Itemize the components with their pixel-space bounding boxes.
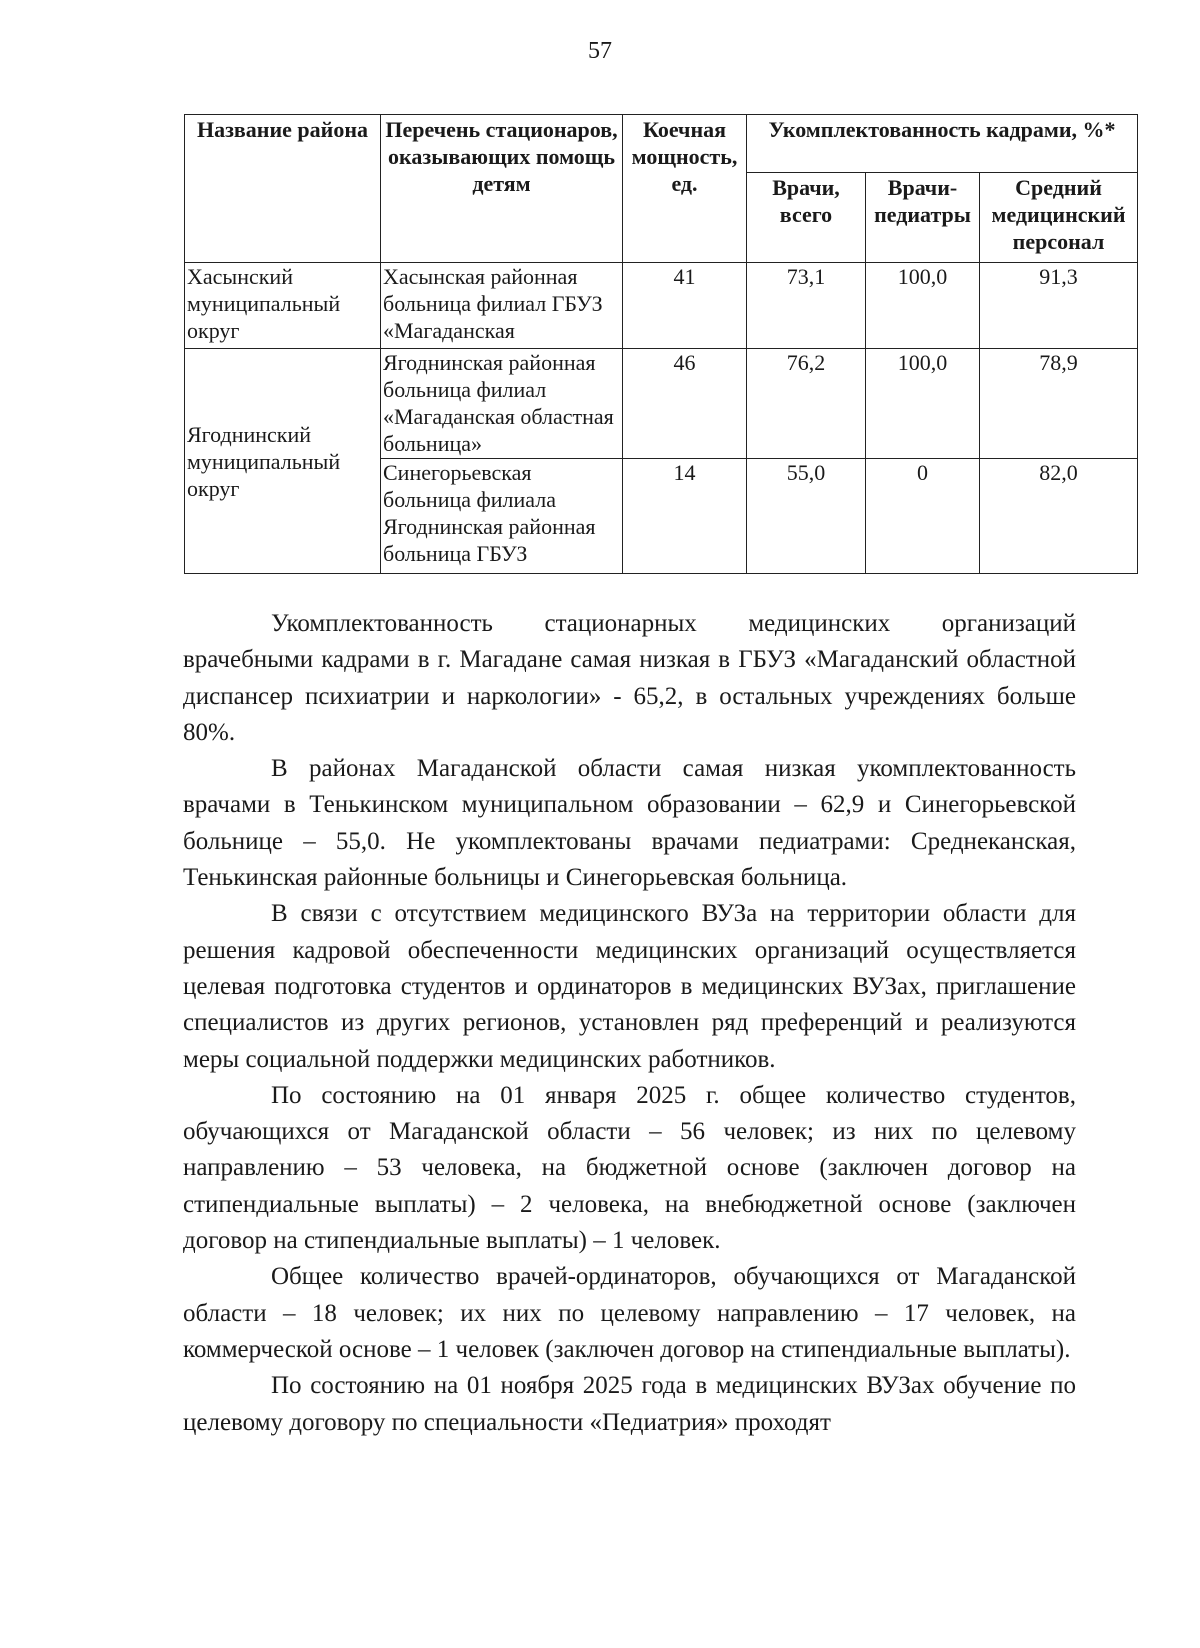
cell-beds: 14	[623, 459, 747, 574]
cell-hospital: Хасынская районная больница филиал ГБУЗ «Магаданская	[381, 263, 623, 349]
cell-beds: 46	[623, 349, 747, 459]
table-header-row	[185, 115, 1138, 173]
paragraph: В районах Магаданской области самая низкая укомплектованность врачами в Тенькинском муниципальном образовании – 62,9 и Синегорьевской больнице – 55,0. Не укомплектованы врачами педиатрами: Среднеканская, Тенькинская районные больницы и Синегорьевская больница.	[183, 755, 1076, 892]
paragraph: Укомплектованность стационарных медицинских организаций врачебными кадрами в г. Магадане самая низкая в ГБУЗ «Магаданский областной диспансер психиатрии и наркологии» - 65,2, в остальных учреждениях больше 80%.	[183, 610, 1076, 746]
header-hospitals: Перечень стационаров, оказывающих помощь детям	[381, 115, 623, 263]
header-district: Название района	[185, 115, 381, 263]
table-row	[185, 263, 1138, 349]
cell-hospital: Синегорьевская больница филиала Ягоднинская районная больница ГБУЗ	[381, 459, 623, 574]
table-row	[185, 349, 1138, 459]
cell-doctors-total: 76,2	[747, 349, 866, 459]
header-pediatricians: Врачи-педиатры	[866, 173, 980, 263]
header-nurses: Средний медицинский персонал	[980, 173, 1138, 263]
paragraph: По состоянию на 01 ноября 2025 года в медицинских ВУЗах обучение по целевому договору по специальности «Педиатрия» проходят	[183, 1372, 1076, 1436]
staffing-table	[184, 114, 1138, 574]
paragraph: Общее количество врачей-ординаторов, обучающихся от Магаданской области – 18 человек; их них по целевому направлению – 17 человек, на коммерческой основе – 1 человек (заключен договор на стипендиальные выплаты).	[183, 1263, 1076, 1363]
cell-doctors-total: 55,0	[747, 459, 866, 574]
header-staffing: Укомплектованность кадрами, %*	[747, 115, 1138, 173]
cell-doctors-total: 73,1	[747, 263, 866, 349]
paragraph: По состоянию на 01 января 2025 г. общее количество студентов, обучающихся от Магаданской области – 56 человек; из них по целевому направлению – 53 человека, на бюджетной основе (заключен договор на стипендиальные выплаты) – 2 человека, на внебюджетной основе (заключен договор на стипендиальные выплаты) – 1 человек.	[183, 1081, 1076, 1255]
cell-beds: 41	[623, 263, 747, 349]
body-text	[183, 606, 1076, 1441]
cell-nurses: 78,9	[980, 349, 1138, 459]
cell-district: Ягоднинский муниципальный округ	[185, 349, 381, 574]
header-doctors-total: Врачи, всего	[747, 173, 866, 263]
cell-pediatricians: 100,0	[866, 263, 980, 349]
header-beds: Коечная мощность, ед.	[623, 115, 747, 263]
paragraph: В связи с отсутствием медицинского ВУЗа на территории области для решения кадровой обеспеченности медицинских организаций осуществляется целевая подготовка студентов и ординаторов в медицинских ВУЗах, приглашение специалистов из других регионов, установлен ряд преференций и реализуются меры социальной поддержки медицинских работников.	[183, 900, 1076, 1073]
cell-pediatricians: 100,0	[866, 349, 980, 459]
cell-nurses: 91,3	[980, 263, 1138, 349]
cell-district: Хасынский муниципальный округ	[185, 263, 381, 349]
cell-pediatricians: 0	[866, 459, 980, 574]
cell-hospital: Ягоднинская районная больница филиал «Магаданская областная больница»	[381, 349, 623, 459]
cell-nurses: 82,0	[980, 459, 1138, 574]
page-number: 57	[588, 38, 612, 64]
